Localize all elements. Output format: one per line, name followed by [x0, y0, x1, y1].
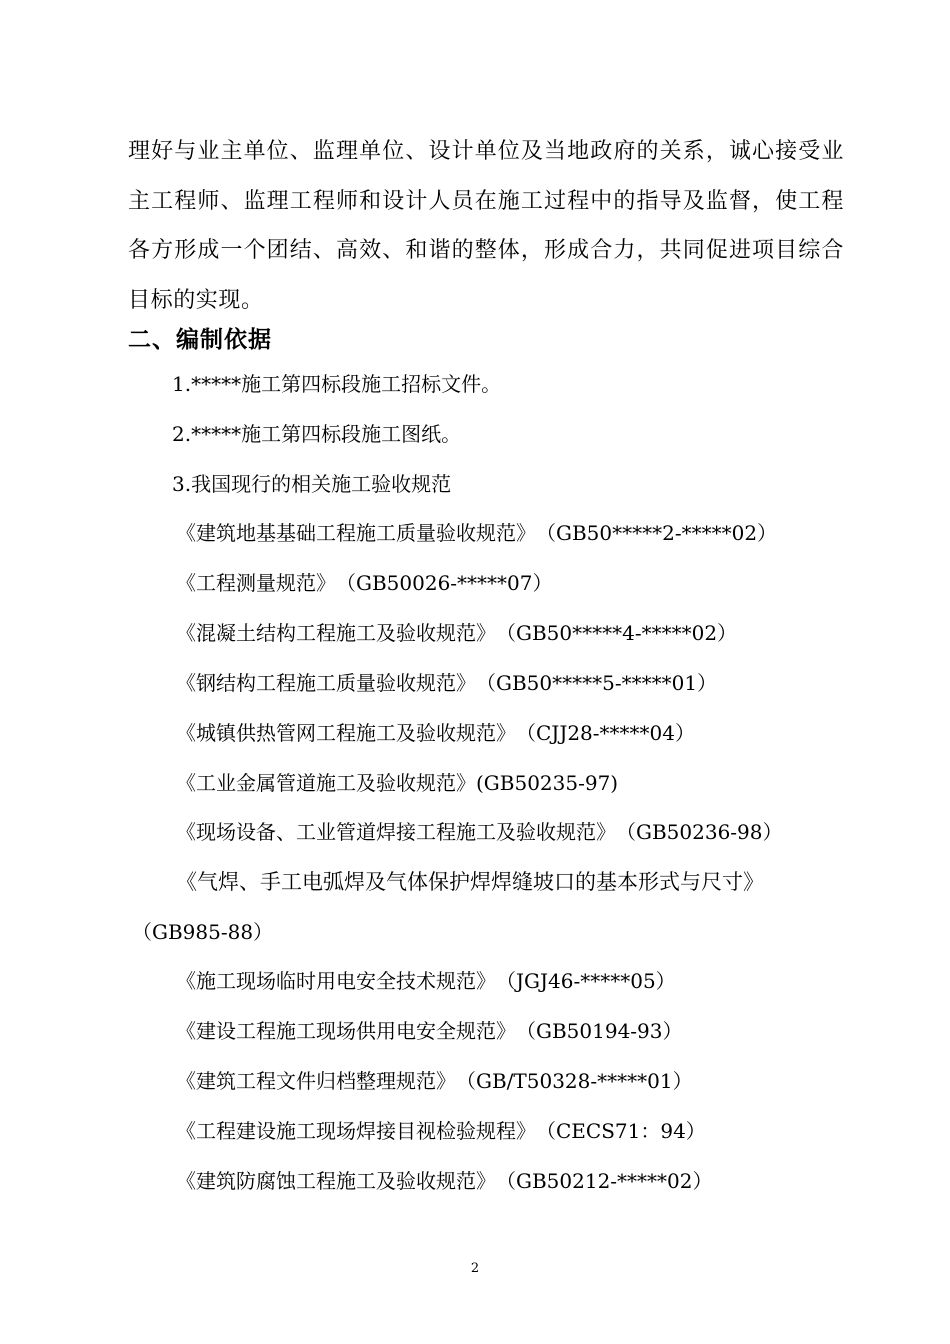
standard-name: 《现场设备、工业管道焊接工程施工及验收规范》 [176, 820, 616, 844]
section-heading: 二、编制依据 [128, 326, 272, 353]
standard-code-continuation: （GB985-88） [132, 920, 274, 944]
standard-code: （GB50212-*****02） [506, 1169, 713, 1193]
standard-name: 《工业金属管道施工及验收规范》 [176, 771, 476, 795]
standard-code: （GB50*****4-*****02） [506, 621, 738, 645]
standard-name: 《建筑地基基础工程施工质量验收规范》 [176, 521, 536, 545]
basis-item-1: 1.*****施工第四标段施工招标文件。 [172, 372, 502, 396]
standard-entry [176, 768, 618, 798]
standard-code: （CECS71：94） [546, 1119, 706, 1143]
standard-entry [176, 1066, 693, 1096]
standard-code: （GB50194-93） [526, 1019, 683, 1043]
basis-item-3: 3.我国现行的相关施工验收规范 [172, 472, 452, 496]
standard-entry [176, 1016, 683, 1046]
standard-entry [176, 618, 737, 648]
standard-code: （GB/T50328-*****01） [466, 1069, 693, 1093]
standard-name: 《建筑工程文件归档整理规范》 [176, 1069, 456, 1093]
basis-item-2: 2.*****施工第四标段施工图纸。 [172, 422, 462, 446]
standard-name: 《混凝土结构工程施工及验收规范》 [176, 621, 496, 645]
standard-code: （GB50*****2-*****02） [546, 521, 778, 545]
standard-code: （CJJ28-*****04） [526, 721, 695, 745]
standard-name: 《工程测量规范》 [176, 571, 336, 595]
standard-code: (GB50235-97) [476, 771, 619, 795]
standard-name: 《工程建设施工现场焊接目视检验规程》 [176, 1119, 536, 1143]
standard-entry [176, 718, 695, 748]
standard-name: 《建设工程施工现场供用电安全规范》 [176, 1019, 516, 1043]
standard-code: （GB50236-98） [626, 820, 783, 844]
standard-name: 《施工现场临时用电安全技术规范》 [176, 969, 496, 993]
page-number: 2 [470, 1261, 480, 1276]
standard-entry [176, 817, 783, 847]
standard-entry [176, 518, 777, 548]
standard-name: 《钢结构工程施工质量验收规范》 [176, 671, 476, 695]
standard-code: （GB50*****5-*****01） [486, 671, 718, 695]
intro-paragraph: 理好与业主单位、监理单位、设计单位及当地政府的关系，诚心接受业主工程师、监理工程师和设计人员在施工过程中的指导及监督，使工程各方形成一个团结、高效、和谐的整体，形成合力，共同促进项目综合目标的实现。 [128, 139, 844, 313]
standard-entry [176, 1166, 713, 1196]
standard-code: （GB50026-*****07） [346, 571, 553, 595]
standard-entry [176, 966, 676, 996]
standard-entry [176, 668, 717, 698]
standard-name-line: 《气焊、手工电弧焊及气体保护焊焊缝坡口的基本形式与尺寸》 [176, 870, 764, 894]
standard-code: （JGJ46-*****05） [506, 969, 676, 993]
standard-name: 《城镇供热管网工程施工及验收规范》 [176, 721, 516, 745]
standard-name: 《建筑防腐蚀工程施工及验收规范》 [176, 1169, 496, 1193]
standard-entry [176, 1116, 706, 1146]
standard-entry [176, 568, 553, 598]
